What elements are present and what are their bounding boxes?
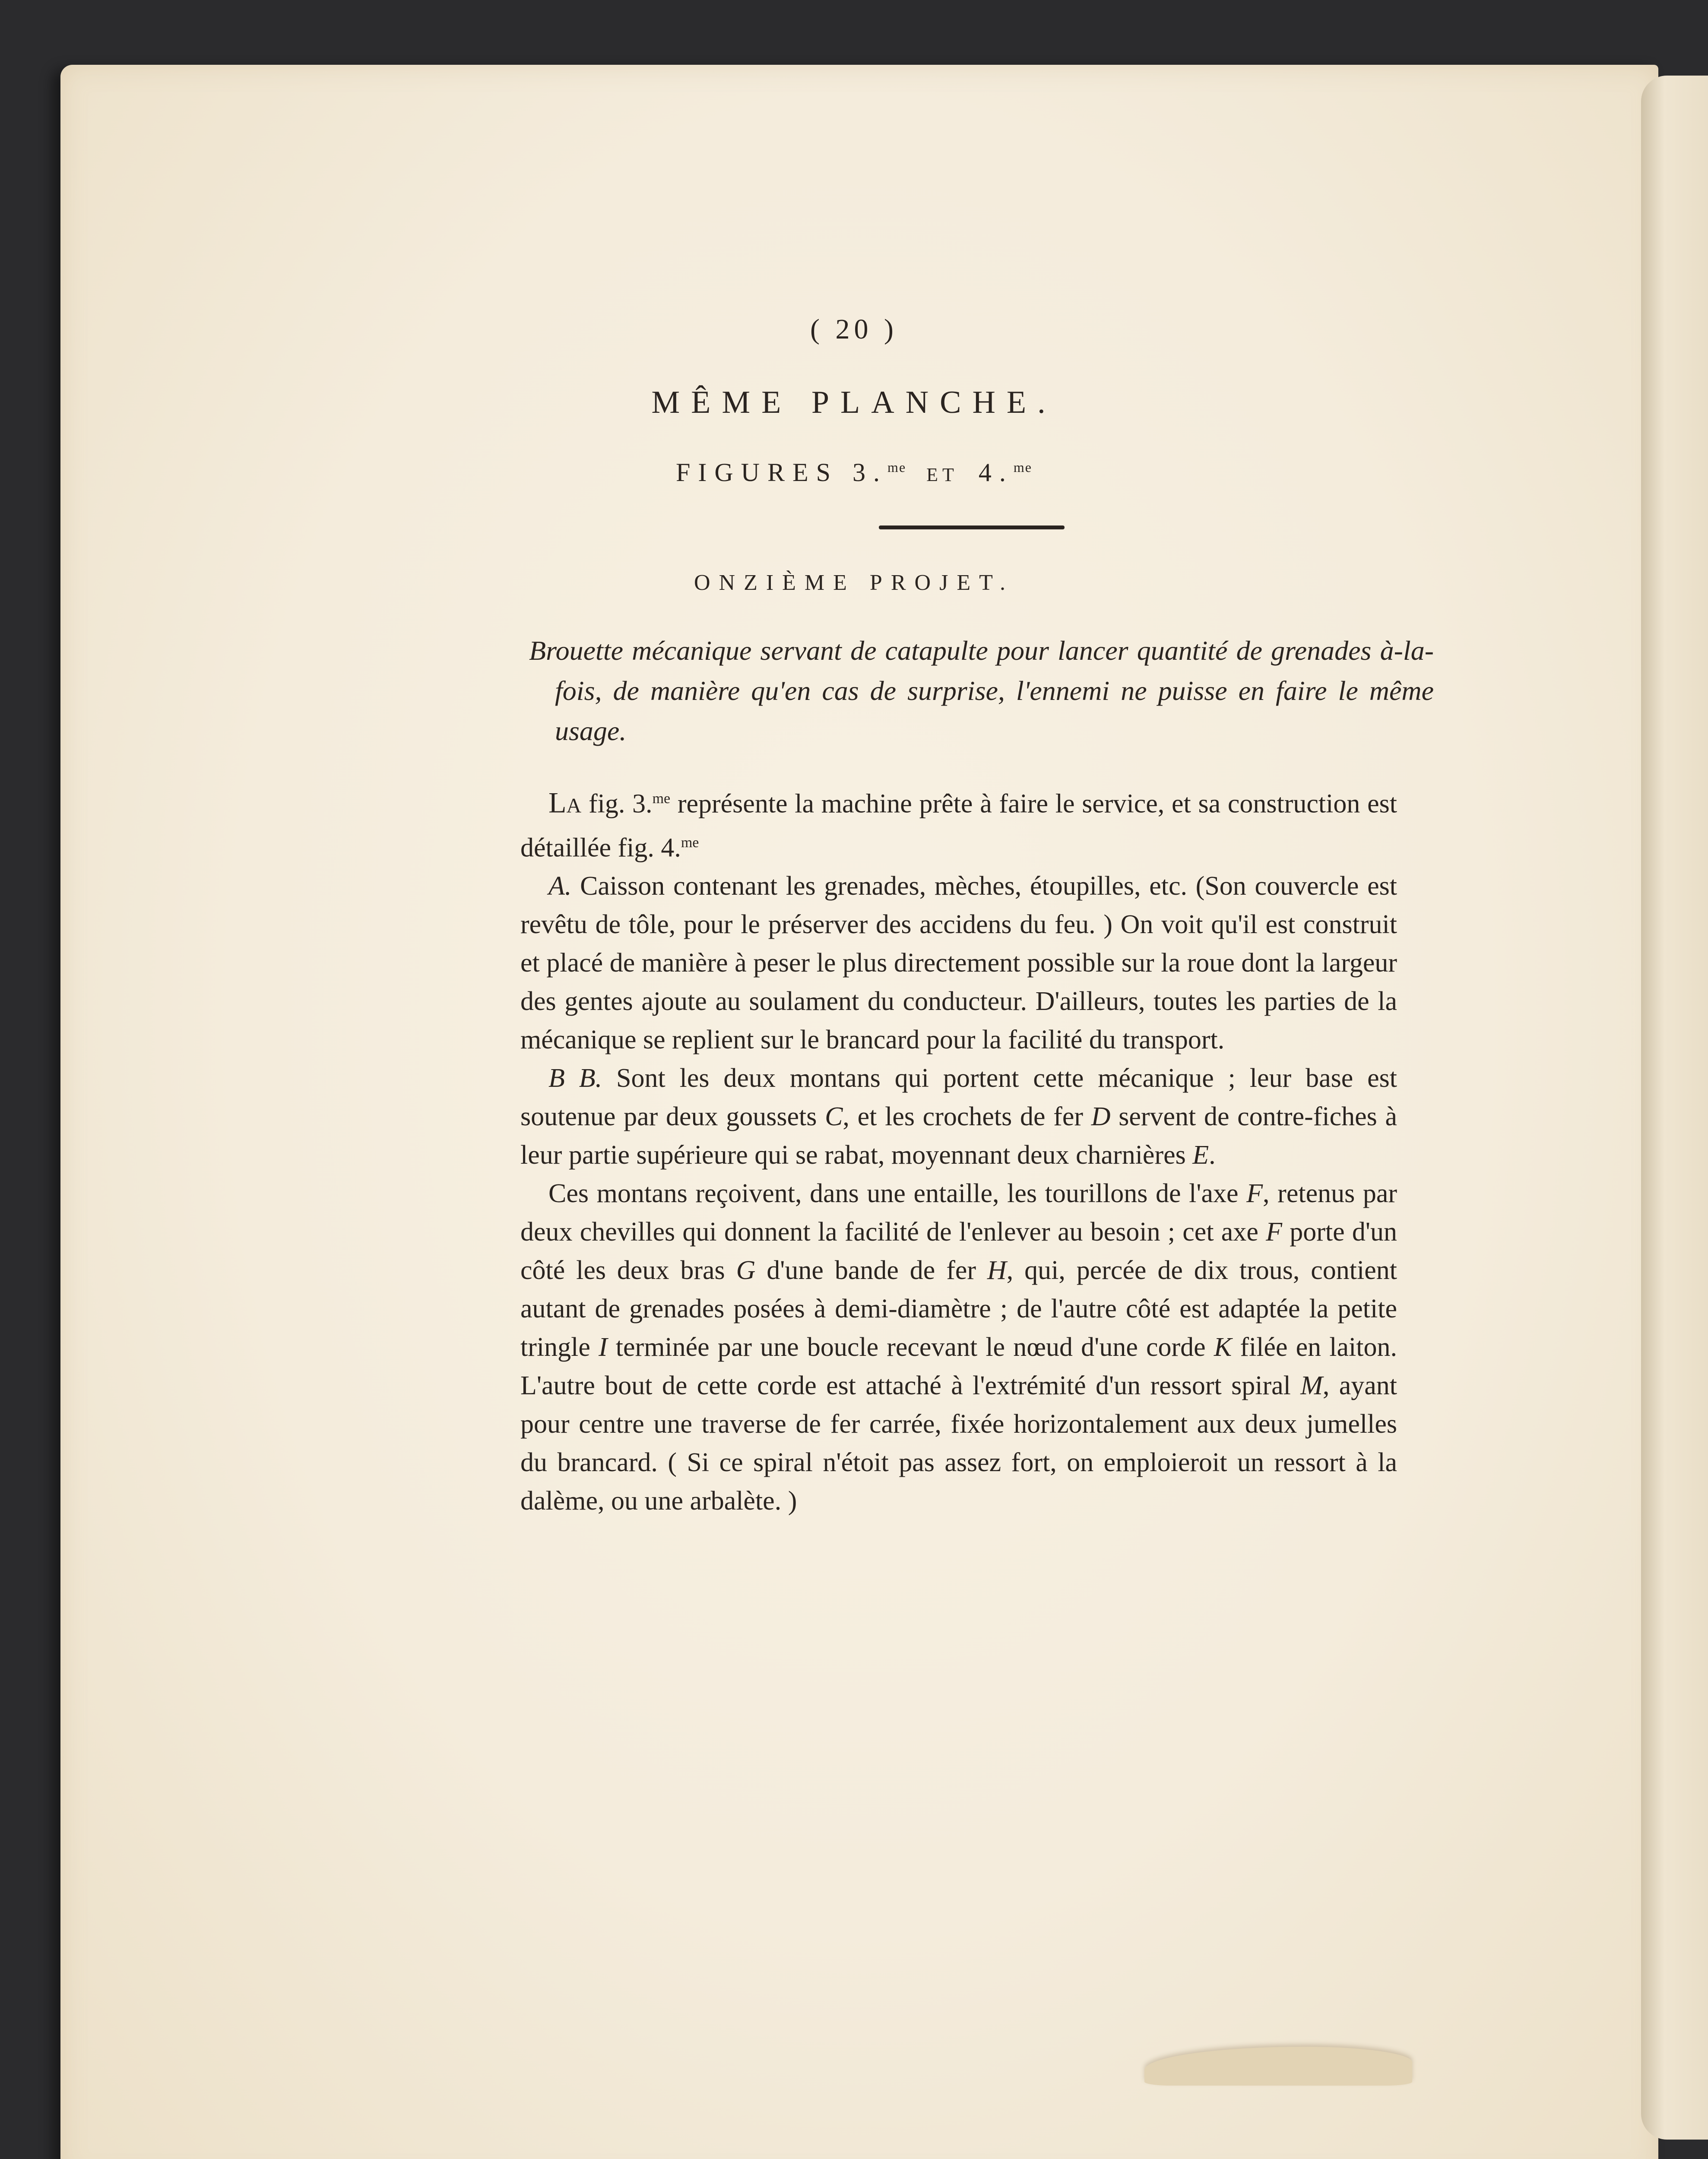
paragraph-4-text-3: porte d'un côté les deux bras (520, 1217, 1397, 1285)
paragraph-3-text-3: servent de contre-fiches à leur partie supérieure qui se rabat, moyennant deux charnières (520, 1102, 1397, 1170)
paragraph-4-text-6: terminée par une boucle recevant le nœud d'une corde (607, 1333, 1214, 1362)
body-text (520, 779, 1397, 1520)
paragraph-2-text: Caisson contenant les grenades, mèches, étoupilles, etc. (Son couvercle est revêtu de tôle, pour le préserver des accidens du feu. ) On voit qu'il est construit et placé de manière à peser le plus directement possible sur la roue dont la largeur des gentes ajoute au soulament du conducteur. D'ailleurs, toutes les parties de la mécanique se replient sur le brancard pour la facilité du transport. (520, 871, 1397, 1055)
paragraph-3-text-1: Sont les deux montans qui portent cette mécanique ; leur base est soutenue par deux goussets (520, 1064, 1397, 1132)
paragraph-4 (520, 1174, 1397, 1520)
paragraph-1-text-b: représente la machine prête à faire le service, et sa construction est détaillée fig. 4. (520, 789, 1397, 863)
paragraph-2 (520, 867, 1397, 1059)
paragraph-4-ref-k: K (1214, 1333, 1232, 1362)
paragraph-4-ref-g: G (736, 1256, 756, 1285)
figures-heading (0, 458, 1708, 488)
paragraph-4-ref-m: M (1300, 1371, 1323, 1401)
paragraph-4-text-1: Ces montans reçoivent, dans une entaille, les tourillons de l'axe (548, 1179, 1247, 1209)
figure-suffix-second: me (1013, 459, 1032, 475)
paragraph-4-ref-i: I (599, 1333, 608, 1362)
paragraph-3 (520, 1059, 1397, 1174)
paragraph-4-text-8: , ayant pour centre une traverse de fer carrée, fixée horizontalement aux deux jumelles du brancard. ( Si ce spiral n'étoit pas assez fort, on emploieroit un ressort à la dalème, ou une arbalète. ) (520, 1371, 1397, 1516)
paragraph-3-text-2: , et les crochets de fer (843, 1102, 1091, 1132)
project-summary: Brouette mécanique servant de catapulte pour lancer quantité de grenades à-la-fois, de manière qu'en cas de surprise, l'ennemi ne puisse en faire le même usage. (529, 635, 1434, 746)
project-title: ONZIÈME PROJET. (694, 570, 1014, 595)
paragraph-3-lead: B B. (548, 1064, 602, 1093)
paragraph-1-lead: La (548, 786, 582, 819)
paragraph-4-text-5: , qui, percée de dix trous, contient autant de grenades posées à demi-diamètre ; de l'autre côté est adaptée la petite tringle (520, 1256, 1397, 1362)
paragraph-3-ref-d: D (1091, 1102, 1111, 1132)
paragraph-4-ref-f2: F (1266, 1217, 1282, 1247)
paragraph-4-text-7: filée en laiton. L'autre bout de cette corde est attaché à l'extrémité d'un ressort spiral (520, 1333, 1397, 1401)
paragraph-4-text-4: d'une bande de fer (755, 1256, 987, 1285)
paragraph-3-ref-c: C (825, 1102, 843, 1132)
paragraph-1 (520, 779, 1397, 867)
figures-conjunction: ET (926, 464, 958, 485)
heading-rule (879, 526, 1065, 529)
paragraph-4-ref-h: H (987, 1256, 1007, 1285)
paragraph-1-text-a: fig. 3. (581, 789, 653, 819)
paragraph-2-lead: A. (548, 871, 572, 901)
figure-number-first: 3. (852, 458, 888, 487)
figure-number-second: 4. (978, 458, 1014, 487)
figures-label: FIGURES (675, 458, 839, 487)
paragraph-4-ref-f: F (1246, 1179, 1263, 1209)
section-title: MÊME PLANCHE. (651, 385, 1057, 420)
paragraph-1-sup-a: me (652, 791, 671, 807)
paragraph-3-text-4: . (1209, 1140, 1216, 1170)
figure-suffix-first: me (887, 459, 906, 475)
paragraph-4-text-2: , retenus par deux chevilles qui donnent la facilité de l'enlever au besoin ; cet axe (520, 1179, 1397, 1247)
paragraph-3-ref-e: E (1192, 1140, 1209, 1170)
paragraph-1-sup-b: me (681, 834, 699, 851)
page-number: ( 20 ) (810, 313, 898, 345)
